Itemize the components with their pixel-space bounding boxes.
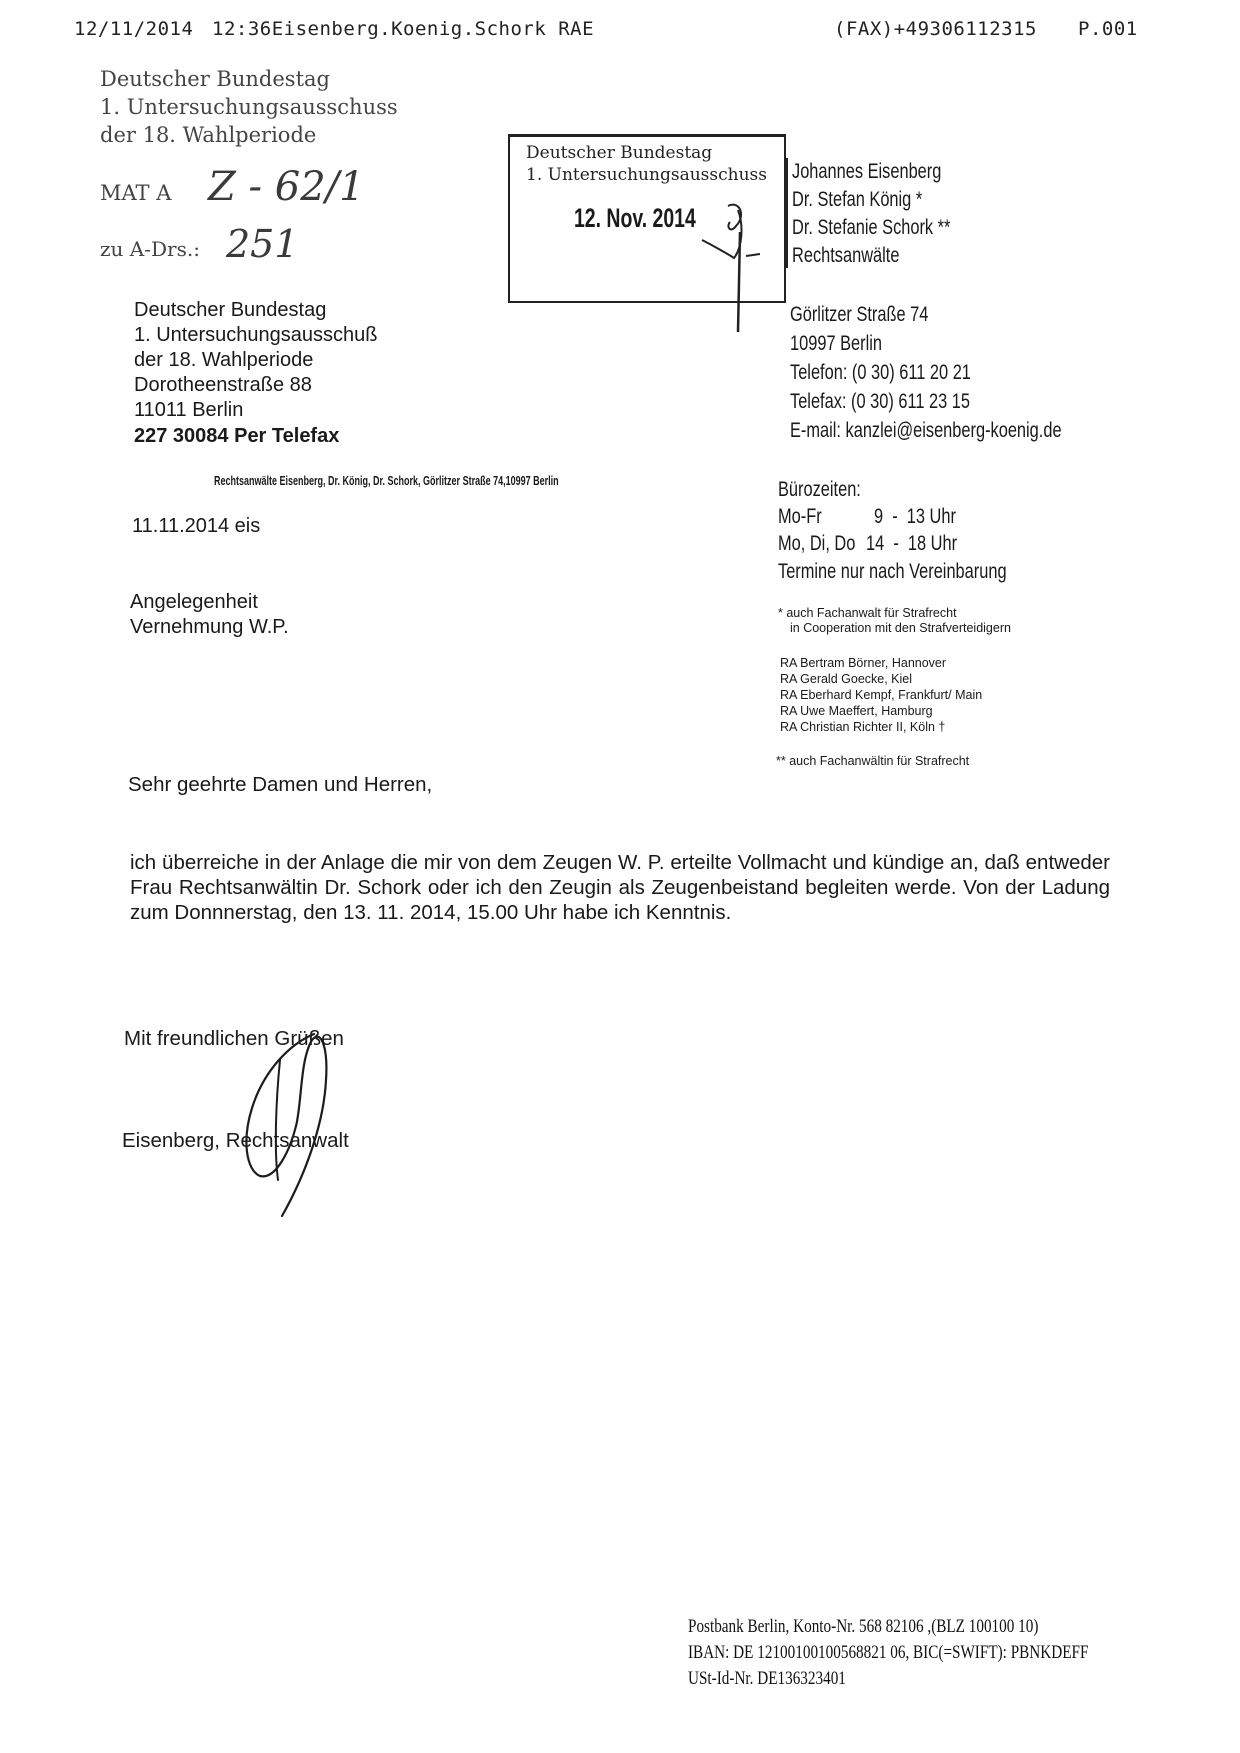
cooperation-partner-3: RA Eberhard Kempf, Frankfurt/ Main: [780, 688, 983, 702]
firm-city: 10997 Berlin: [790, 332, 882, 355]
received-initials-mark: [700, 196, 790, 336]
handwritten-signature: [230, 1030, 340, 1220]
fax-number: (FAX)+49306112315: [834, 18, 1037, 40]
lawyer-name-3: Dr. Stefanie Schork **: [792, 216, 951, 239]
drs-label: zu A-Drs.:: [100, 237, 200, 261]
footnote-star2: ** auch Fachanwältin für Strafrecht: [776, 754, 970, 768]
mat-value-handwritten: Z - 62/1: [208, 164, 365, 210]
recipient-line-2: 1. Untersuchungsausschuß: [134, 324, 378, 346]
office-hours-note: Termine nur nach Vereinbarung: [778, 560, 1007, 583]
firm-phone: Telefon: (0 30) 611 20 21: [790, 361, 971, 384]
subject-line-2: Vernehmung W.P.: [130, 616, 289, 638]
letter-body: ich überreiche in der Anlage die mir von dem Zeugen W. P. erteilte Vollmacht und kündige an, daß entweder Frau Rechtsanwältin Dr. Schork oder ich den Zeugin als Zeugenbeistand begleiten werde. Von der Ladung zum Donnnerstag, den 13. 11. 2014, 15.00 Uhr habe ich Kenntnis.: [130, 851, 1110, 924]
firm-street: Görlitzer Straße 74: [790, 303, 929, 326]
fax-page: P.001: [1078, 18, 1138, 40]
office-hours-title: Bürozeiten:: [778, 478, 861, 501]
cooperation-partner-4: RA Uwe Maeffert, Hamburg: [780, 704, 933, 718]
salutation: Sehr geehrte Damen und Herren,: [128, 773, 433, 796]
signature-name: Eisenberg, Rechtsanwalt: [122, 1129, 349, 1152]
cooperation-partner-2: RA Gerald Goecke, Kiel: [780, 672, 913, 686]
cooperation-partner-1: RA Bertram Börner, Hannover: [780, 656, 947, 670]
office-hours-row2-time: 14 - 18 Uhr: [866, 532, 958, 555]
recipient-line-3: der 18. Wahlperiode: [134, 349, 314, 371]
registration-stamp-line3: der 18. Wahlperiode: [100, 123, 317, 147]
lawyer-name-1: Johannes Eisenberg: [792, 160, 942, 183]
fax-date: 12/11/2014: [74, 18, 194, 40]
fax-time-sender: 12:36Eisenberg.Koenig.Schork RAE: [212, 18, 595, 40]
lawyer-name-2: Dr. Stefan König *: [792, 188, 923, 211]
recipient-fax-line: 227 30084 Per Telefax: [134, 425, 340, 447]
received-stamp-date: 12. Nov. 2014: [574, 203, 696, 233]
recipient-line-1: Deutscher Bundestag: [134, 299, 327, 321]
lawyers-title: Rechtsanwälte: [792, 244, 900, 267]
letterhead-divider: [786, 158, 788, 268]
subject-line-1: Angelegenheit: [130, 591, 258, 613]
bank-line-2: IBAN: DE 12100100100568821 06, BIC(=SWIFT): PBNKDEFF: [688, 1642, 1089, 1663]
sender-return-line: Rechtsanwälte Eisenberg, Dr. König, Dr. Schork, Görlitzer Straße 74,10997 Berlin: [214, 474, 559, 488]
received-stamp-line2: 1. Untersuchungsausschuss: [526, 165, 767, 185]
closing: Mit freundlichen Grüßen: [124, 1027, 344, 1050]
date-reference: 11.11.2014 eis: [132, 515, 261, 537]
office-hours-row2-days: Mo, Di, Do: [778, 532, 856, 555]
footnote-star1-line2: in Cooperation mit den Strafverteidigern: [790, 621, 1011, 635]
recipient-line-4: Dorotheenstraße 88: [134, 374, 312, 396]
registration-stamp-line2: 1. Untersuchungsausschuss: [100, 95, 398, 119]
mat-label: MAT A: [100, 181, 172, 205]
registration-stamp-line1: Deutscher Bundestag: [100, 67, 330, 91]
recipient-line-5: 11011 Berlin: [134, 399, 244, 421]
drs-value-handwritten: 251: [226, 222, 299, 266]
bank-line-1: Postbank Berlin, Konto-Nr. 568 82106 ,(BLZ 100100 10): [688, 1616, 1039, 1637]
bank-line-3: USt-Id-Nr. DE136323401: [688, 1668, 846, 1689]
firm-fax: Telefax: (0 30) 611 23 15: [790, 390, 970, 413]
firm-email: E-mail: kanzlei@eisenberg-koenig.de: [790, 419, 1062, 442]
office-hours-row1-time: 9 - 13 Uhr: [874, 505, 956, 528]
received-stamp-line1: Deutscher Bundestag: [526, 143, 713, 163]
cooperation-partner-5: RA Christian Richter II, Köln †: [780, 720, 946, 734]
footnote-star1-line1: * auch Fachanwalt für Strafrecht: [778, 606, 957, 620]
office-hours-row1-days: Mo-Fr: [778, 505, 822, 528]
